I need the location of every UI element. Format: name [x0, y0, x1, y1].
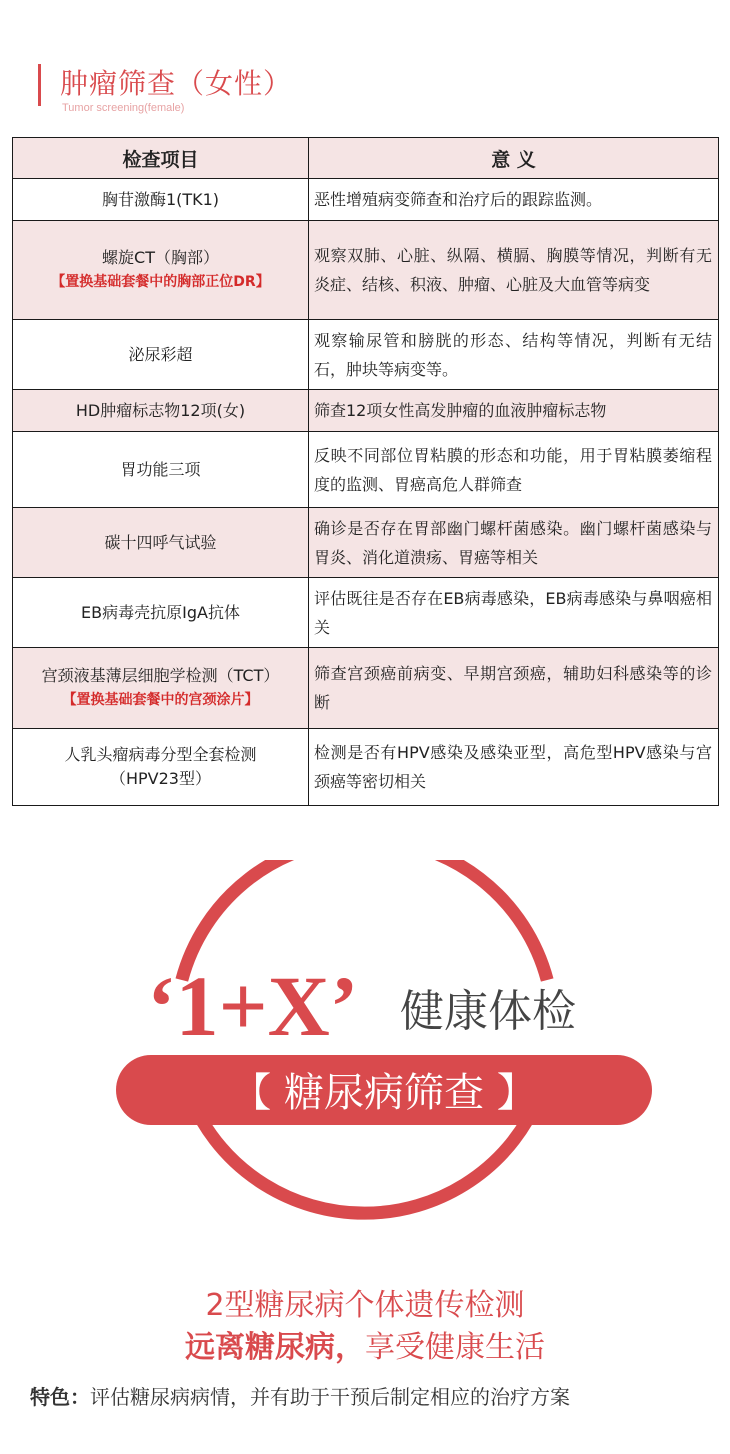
exam-item-name: 人乳头瘤病毒分型全套检测 — [64, 745, 257, 764]
exam-item-name: 碳十四呼气试验 — [104, 532, 217, 552]
section-title: 肿瘤筛查（女性） — [60, 67, 293, 100]
promo-line-2-rest: 享受健康生活 — [365, 1330, 545, 1365]
exam-meaning-cell: 恶性增殖病变筛查和治疗后的跟踪监测。 — [309, 179, 719, 221]
exam-meaning-cell: 反映不同部位胃粘膜的形态和功能，用于胃粘膜萎缩程度的监测、胃癌高危人群筛查 — [309, 432, 719, 508]
exam-item-cell — [13, 179, 309, 221]
exam-item-name: 螺旋CT（胸部） — [102, 248, 219, 267]
section-accent-bar — [38, 64, 41, 106]
exam-item-cell — [13, 221, 309, 320]
exam-item-name: （HPV23型） — [110, 769, 211, 788]
promo-graphic — [0, 860, 730, 1260]
table-row — [13, 432, 719, 508]
exam-item-cell — [13, 320, 309, 390]
exam-meaning-cell: 筛查12项女性高发肿瘤的血液肿瘤标志物 — [309, 390, 719, 432]
table-header-row — [13, 138, 719, 179]
feature-label: 特色： — [30, 1385, 90, 1409]
exam-meaning-cell: 观察输尿管和膀胱的形态、结构等情况，判断有无结石，肿块等病变等。 — [309, 320, 719, 390]
table-row — [13, 729, 719, 806]
logo-1x: ‘1+X’ — [147, 958, 359, 1054]
exam-meaning-cell: 观察双肺、心脏、纵隔、横膈、胸膜等情况，判断有无炎症、结核、积液、肿瘤、心脏及大血管等病变 — [309, 221, 719, 320]
exam-meaning-cell: 评估既往是否存在EB病毒感染，EB病毒感染与鼻咽癌相关 — [309, 578, 719, 648]
feature-line — [30, 1381, 570, 1410]
table-row — [13, 221, 719, 320]
replacement-note: 【置换基础套餐中的宫颈涂片】 — [62, 692, 259, 708]
exam-item-name: EB病毒壳抗原IgA抗体 — [81, 602, 240, 622]
exam-item-cell — [13, 432, 309, 508]
promo-line-2 — [0, 1322, 730, 1366]
header-meaning: 意 义 — [309, 138, 719, 179]
exam-item-cell — [13, 508, 309, 578]
header-exam-item: 检查项目 — [13, 138, 309, 179]
promo-line-2-strong: 远离糖尿病， — [185, 1330, 365, 1365]
table-row — [13, 508, 719, 578]
replacement-note: 【置换基础套餐中的胸部正位DR】 — [51, 274, 270, 290]
exam-item-cell — [13, 648, 309, 729]
exam-item-cell — [13, 390, 309, 432]
feature-text: 评估糖尿病病情，并有助于干预后制定相应的治疗方案 — [90, 1385, 570, 1409]
table-row — [13, 390, 719, 432]
exam-meaning-cell: 筛查宫颈癌前病变、早期宫颈癌，辅助妇科感染等的诊断 — [309, 648, 719, 729]
promo-line-1: 2型糖尿病个体遗传检测 — [205, 1288, 525, 1323]
table-row — [13, 320, 719, 390]
exam-item-cell — [13, 729, 309, 806]
checkup-text: 健康体检 — [400, 986, 576, 1037]
exam-meaning-cell: 检测是否有HPV感染及感染亚型，高危型HPV感染与宫颈癌等密切相关 — [309, 729, 719, 806]
section-subtitle: Tumor screening(female) — [62, 102, 185, 114]
table-row — [13, 179, 719, 221]
exam-item-cell — [13, 578, 309, 648]
exam-item-name: 胸苷激酶1(TK1) — [101, 189, 220, 209]
table-row — [13, 578, 719, 648]
exam-item-name: 宫颈液基薄层细胞学检测（TCT） — [41, 666, 280, 685]
exam-table — [12, 137, 719, 806]
diabetes-banner-label: 【 糖尿病筛查 】 — [231, 1070, 537, 1116]
table-row — [13, 648, 719, 729]
ring-bottom-arc — [202, 1120, 528, 1213]
table-body — [13, 179, 719, 806]
exam-item-name: 胃功能三项 — [120, 459, 201, 479]
exam-item-name: HD肿瘤标志物12项(女) — [75, 400, 246, 420]
exam-item-name: 泌尿彩超 — [128, 344, 193, 364]
exam-meaning-cell: 确诊是否存在胃部幽门螺杆菌感染。幽门螺杆菌感染与胃炎、消化道溃疡、胃癌等相关 — [309, 508, 719, 578]
